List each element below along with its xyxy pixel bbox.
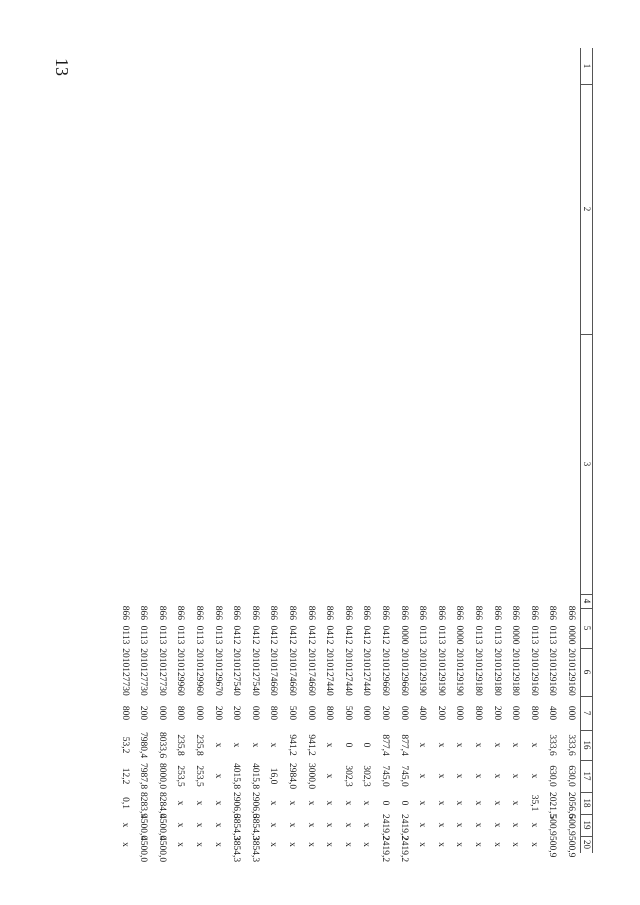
table-cell: 253,5 [175, 765, 186, 787]
table-cell: 2021,5 [547, 792, 558, 819]
table-cell: 2010129160 [528, 648, 539, 696]
table-cell: 200 [138, 705, 149, 721]
table-cell: 0113 [212, 625, 223, 645]
table-cell: x [510, 773, 521, 779]
table-cell: 745,0 [380, 765, 390, 787]
table-cell: 0113 [175, 625, 186, 645]
table-cell: 800 [268, 705, 279, 721]
table-cell: 200 [212, 705, 223, 721]
header-col-2: 2 [582, 206, 592, 212]
rule-top [592, 48, 593, 853]
table-cell: 866 [156, 605, 167, 620]
table-cell: 800 [528, 705, 539, 721]
table-cell: 200 [491, 705, 502, 721]
table-cell: 2056,6 [566, 792, 576, 819]
table-cell: 8283,9 [138, 792, 149, 819]
table-cell: 0412 [342, 625, 353, 645]
table-cell: x [342, 800, 353, 806]
table-cell: 800 [119, 705, 130, 721]
table-cell: 16,0 [268, 767, 279, 785]
table-cell: x [528, 822, 539, 828]
header-col-7: 7 [582, 710, 592, 716]
table-cell: 200 [435, 705, 446, 721]
table-cell: 500 [342, 705, 353, 721]
table-cell: 2010129180 [491, 648, 502, 696]
table-cell: 0412 [268, 625, 279, 645]
table-cell: 0 [342, 742, 353, 748]
table-cell: x [473, 822, 483, 828]
table-cell: 866 [473, 605, 483, 620]
table-cell: x [287, 822, 297, 828]
table-cell: x [473, 742, 483, 748]
table-cell: 2010129190 [417, 648, 428, 696]
table-cell: 2010129670 [212, 648, 223, 696]
table-cell: 0113 [435, 625, 446, 645]
table-cell: 0113 [547, 625, 558, 645]
table-cell: 3854,3 [249, 814, 260, 841]
table-cell: x [305, 842, 316, 847]
table-cell: 2419,2 [398, 814, 409, 841]
table-cell: 866 [287, 605, 297, 620]
table-cell: 866 [510, 605, 521, 620]
table-cell: 0412 [380, 625, 390, 645]
table-cell: x [473, 773, 483, 779]
table-cell: 2419,2 [380, 814, 390, 841]
table-cell: 2010127540 [249, 648, 260, 696]
table-cell: x [528, 742, 539, 748]
table-cell: x [268, 800, 279, 806]
table-cell: 2010127730 [138, 648, 149, 696]
table-cell: x [473, 800, 483, 806]
table-cell: 302,3 [342, 765, 353, 787]
table-cell: 2906,6 [231, 792, 242, 819]
table-cell: x [454, 842, 465, 847]
table-cell: 2010174660 [268, 648, 279, 696]
table-cell: x [268, 842, 279, 847]
table-cell: 000 [361, 705, 372, 721]
table-cell: 000 [249, 705, 260, 721]
table-cell: 0000 [454, 625, 465, 645]
table-cell: 0000 [398, 625, 409, 645]
table-cell: x [510, 742, 521, 748]
table-cell: x [212, 842, 223, 847]
table-cell: x [491, 842, 502, 847]
table-cell: 866 [566, 605, 576, 620]
table-cell: 2010129180 [473, 648, 483, 696]
table-cell: 866 [417, 605, 428, 620]
table-cell: 500,9 [566, 814, 576, 836]
table-cell: 4015,8 [249, 762, 260, 790]
table-cell: 866 [324, 605, 335, 620]
table-cell: x [435, 842, 446, 847]
table-cell: 866 [212, 605, 223, 620]
table-cell: x [510, 822, 521, 828]
table-cell: 0 [361, 742, 372, 748]
table-cell: 0113 [528, 625, 539, 645]
header-col-5: 5 [582, 625, 592, 631]
header-col-4: 4 [582, 598, 592, 604]
table-cell: 35,1 [528, 794, 539, 812]
table-cell: 2010129160 [547, 648, 558, 696]
table-cell: 000 [454, 705, 465, 721]
table-cell: 2010129960 [175, 648, 186, 696]
table-cell: x [417, 822, 428, 828]
table-cell: 0412 [287, 625, 297, 645]
table-cell: x [342, 822, 353, 828]
column-divider [581, 648, 593, 649]
table-cell: 2906,6 [249, 792, 260, 819]
table-cell: 0412 [305, 625, 316, 645]
table-cell: 0113 [138, 625, 149, 645]
table-cell: x [510, 842, 521, 847]
table-cell: 866 [249, 605, 260, 620]
table-cell: 500,9 [547, 836, 558, 858]
table-cell: 2010127440 [342, 648, 353, 696]
table-cell: 866 [435, 605, 446, 620]
table-cell: 630,0 [547, 765, 558, 787]
table-cell: 0000 [566, 625, 576, 645]
table-cell: x [491, 773, 502, 779]
table-cell: x [268, 742, 279, 748]
table-cell: 8033,6 [156, 731, 167, 759]
table-cell: 302,3 [361, 765, 372, 787]
table-cell: 800 [324, 705, 335, 721]
table-cell: x [417, 773, 428, 779]
table-cell: 866 [268, 605, 279, 620]
table-cell: 2010127440 [324, 648, 335, 696]
table-cell: 866 [138, 605, 149, 620]
table-cell: 0 [398, 800, 409, 806]
column-divider [581, 696, 593, 697]
table-cell: x [435, 800, 446, 806]
table-cell: 53,2 [119, 736, 130, 754]
table-cell: 500,9 [547, 814, 558, 836]
table-cell: x [287, 842, 297, 847]
table-cell: 866 [119, 605, 130, 620]
table-cell: 235,8 [194, 734, 204, 756]
table-cell: 866 [231, 605, 242, 620]
header-col-1: 1 [582, 63, 592, 69]
rotated-table-page [100, 48, 593, 863]
table-cell: 000 [156, 705, 167, 721]
table-cell: 2010129160 [566, 648, 576, 696]
table-cell: x [435, 773, 446, 779]
table-cell: x [510, 800, 521, 806]
table-cell: 200 [231, 705, 242, 721]
table-cell: 3854,3 [249, 836, 260, 863]
table-cell: 4500,0 [138, 836, 149, 863]
table-cell: 500,9 [566, 836, 576, 858]
table-cell: 2010129660 [380, 648, 390, 696]
table-cell: 333,6 [566, 734, 576, 756]
table-cell: 866 [305, 605, 316, 620]
table-cell: 0113 [194, 625, 204, 645]
table-cell: x [249, 742, 260, 748]
table-cell: x [491, 822, 502, 828]
table-cell: 7980,4 [138, 731, 149, 759]
table-cell: 2010127540 [231, 648, 242, 696]
header-col-18: 18 [582, 798, 592, 808]
header-col-20: 20 [582, 840, 592, 849]
column-divider [581, 760, 593, 761]
table-cell: x [119, 822, 130, 828]
table-cell: x [175, 822, 186, 828]
table-cell: x [305, 822, 316, 828]
table-cell: 0412 [249, 625, 260, 645]
table-cell: x [491, 742, 502, 748]
table-cell: 877,4 [398, 734, 409, 756]
table-cell: x [324, 773, 335, 779]
table-cell: 2984,0 [287, 762, 297, 790]
table-cell: x [417, 800, 428, 806]
table-cell: x [268, 822, 279, 828]
table-cell: x [231, 742, 242, 748]
table-cell: 630,0 [566, 765, 576, 787]
table-cell: x [528, 842, 539, 847]
column-divider [581, 792, 593, 793]
table-cell: x [212, 800, 223, 806]
table-cell: 866 [547, 605, 558, 620]
table-cell: x [194, 842, 204, 847]
table-cell: 0113 [491, 625, 502, 645]
table-cell: 0,1 [119, 797, 130, 809]
table-cell: 877,4 [380, 734, 390, 756]
table-cell: x [212, 773, 223, 779]
table-cell: x [473, 842, 483, 847]
table-cell: 800 [473, 705, 483, 721]
table-cell: 200 [380, 705, 390, 721]
table-cell: x [212, 742, 223, 748]
table-cell: x [287, 800, 297, 806]
table-cell: 7987,8 [138, 762, 149, 790]
header-col-17: 17 [582, 771, 592, 781]
table-cell: x [324, 822, 335, 828]
table-cell: 866 [342, 605, 353, 620]
table-cell: 745,0 [398, 765, 409, 787]
table-cell: 2010127440 [361, 648, 372, 696]
table-cell: 333,6 [547, 734, 558, 756]
column-divider [581, 814, 593, 815]
table-cell: 3854,3 [231, 814, 242, 841]
table-cell: x [305, 800, 316, 806]
table-cell: 0113 [417, 625, 428, 645]
table-cell: x [212, 822, 223, 828]
table-cell: 866 [454, 605, 465, 620]
table-cell: x [119, 842, 130, 847]
table-cell: 2010129190 [435, 648, 446, 696]
table-cell: x [491, 800, 502, 806]
table-cell: 4500,0 [156, 836, 167, 863]
table-cell: x [528, 773, 539, 779]
table-cell: 2010174660 [287, 648, 297, 696]
header-col-3: 3 [582, 461, 592, 467]
table-cell: 2010127730 [156, 648, 167, 696]
table-cell: 866 [175, 605, 186, 620]
table-cell: 0113 [119, 625, 130, 645]
table-cell: x [175, 842, 186, 847]
table-cell: 3854,3 [231, 836, 242, 863]
table-cell: x [324, 842, 335, 847]
table-cell: 500 [287, 705, 297, 721]
column-divider [581, 730, 593, 731]
table-cell: x [417, 742, 428, 748]
table-cell: 0 [380, 800, 390, 806]
table-cell: 000 [398, 705, 409, 721]
table-cell: 0000 [510, 625, 521, 645]
table-cell: x [454, 773, 465, 779]
header-col-16: 16 [582, 740, 592, 750]
table-cell: 000 [566, 705, 576, 721]
table-cell: x [194, 800, 204, 806]
table-cell: 000 [194, 705, 204, 721]
data-table [100, 48, 593, 863]
table-cell: x [454, 742, 465, 748]
table-cell: 866 [398, 605, 409, 620]
column-divider [581, 608, 593, 609]
table-cell: 866 [361, 605, 372, 620]
table-cell: 4500,0 [138, 814, 149, 841]
table-cell: 4500,0 [156, 814, 167, 841]
table-cell: x [417, 842, 428, 847]
table-cell: x [324, 742, 335, 748]
table-cell: 3000,0 [305, 762, 316, 790]
table-cell: 2010129180 [510, 648, 521, 696]
table-cell: 2010127730 [119, 648, 130, 696]
table-cell: 2419,2 [398, 836, 409, 863]
column-divider [581, 334, 593, 335]
table-cell: x [454, 822, 465, 828]
table-cell: 253,5 [194, 765, 204, 787]
table-cell: 2010129190 [454, 648, 465, 696]
table-cell: 941,2 [305, 734, 316, 756]
rule-header [580, 48, 581, 853]
table-cell: 4015,8 [231, 762, 242, 790]
table-cell: 866 [380, 605, 390, 620]
table-cell: x [361, 800, 372, 806]
table-cell: 866 [528, 605, 539, 620]
table-cell: 0412 [324, 625, 335, 645]
table-cell: 000 [305, 705, 316, 721]
table-cell: x [361, 822, 372, 828]
table-cell: 2010129960 [194, 648, 204, 696]
table-cell: 235,8 [175, 734, 186, 756]
column-divider [581, 84, 593, 85]
table-cell: 12,2 [119, 767, 130, 785]
header-col-6: 6 [582, 669, 592, 675]
column-divider [581, 836, 593, 837]
column-divider [581, 594, 593, 595]
table-cell: 8284,0 [156, 792, 167, 819]
table-cell: 2419,2 [380, 836, 390, 863]
table-cell: 400 [417, 705, 428, 721]
table-cell: 2010129660 [398, 648, 409, 696]
table-cell: 400 [547, 705, 558, 721]
table-cell: x [361, 842, 372, 847]
table-cell: x [435, 822, 446, 828]
table-cell: 0113 [473, 625, 483, 645]
table-cell: 866 [194, 605, 204, 620]
page-number: 13 [52, 58, 72, 76]
table-cell: x [342, 842, 353, 847]
table-cell: 8000,0 [156, 762, 167, 790]
table-cell: 0412 [231, 625, 242, 645]
table-cell: 000 [510, 705, 521, 721]
table-cell: 0113 [156, 625, 167, 645]
table-cell: 2010174660 [305, 648, 316, 696]
table-cell: 941,2 [287, 734, 297, 756]
table-cell: 800 [175, 705, 186, 721]
table-cell: x [324, 800, 335, 806]
table-cell: x [435, 742, 446, 748]
table-cell: x [454, 800, 465, 806]
table-cell: 0412 [361, 625, 372, 645]
table-cell: 866 [491, 605, 502, 620]
table-cell: x [194, 822, 204, 828]
table-cell: x [175, 800, 186, 806]
header-col-19: 19 [582, 820, 592, 830]
